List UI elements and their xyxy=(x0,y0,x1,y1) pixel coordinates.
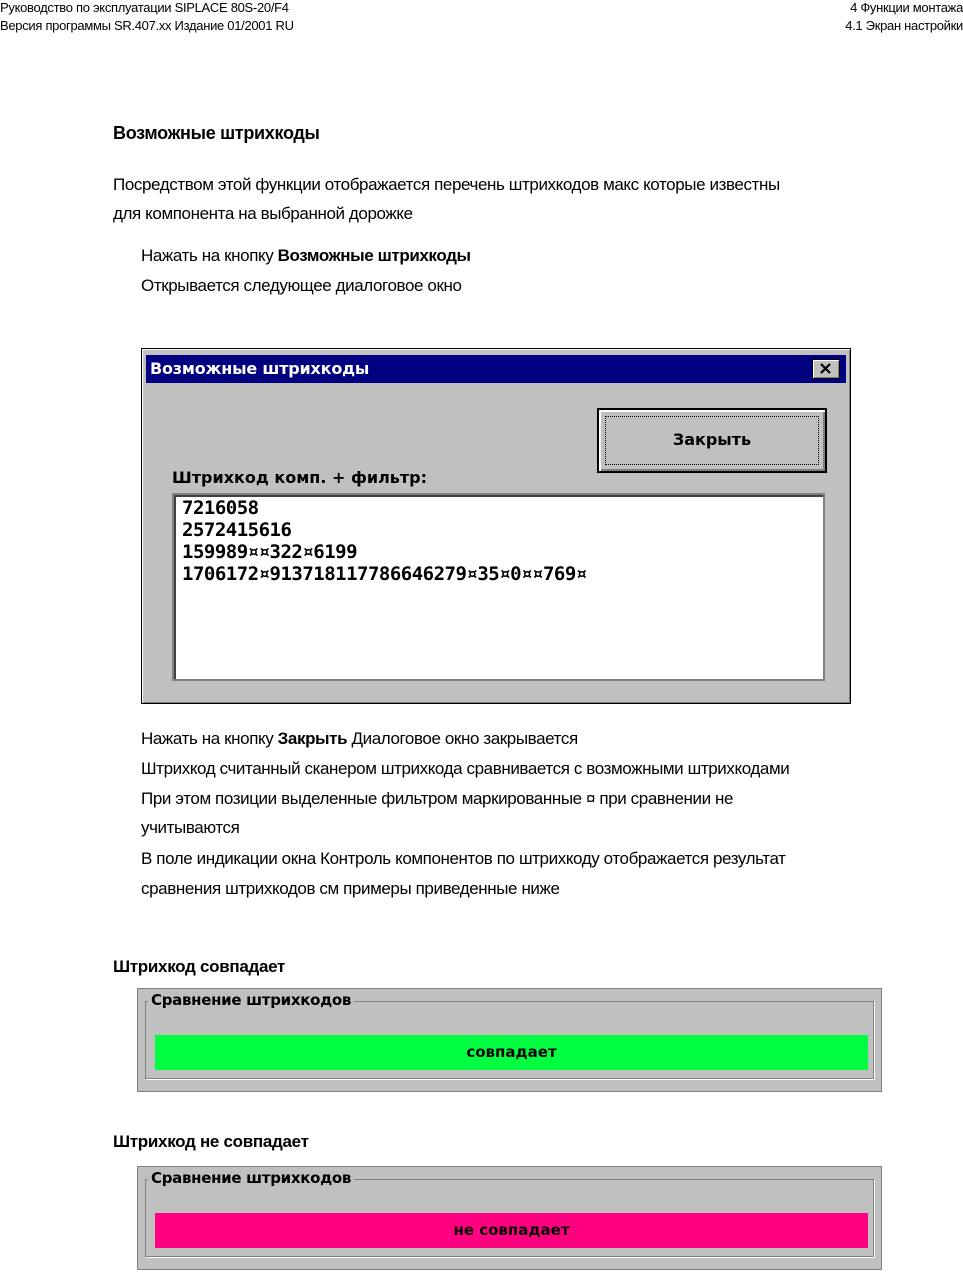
close-button-label: Закрыть xyxy=(672,430,752,449)
barcode-list-item[interactable]: 159989¤¤322¤6199 xyxy=(182,541,358,563)
step-press-button-name: Возможные штрихкоды xyxy=(277,246,471,265)
barcode-comparison-panel-mismatch xyxy=(137,1166,882,1270)
mismatch-result-label: не совпадает xyxy=(453,1221,570,1239)
step-dialog-opens: Открывается следующее диалоговое окно xyxy=(141,276,462,295)
after-line1-suffix: Диалоговое окно закрывается xyxy=(347,729,578,748)
mismatch-heading: Штрихкод не совпадает xyxy=(113,1132,309,1151)
step-press-button xyxy=(141,246,471,266)
after-dialog-line-5: В поле индикации окна Контроль компонентов по штрихкоду отображается результат xyxy=(141,849,786,868)
panel-title: Сравнение штрихкодов xyxy=(148,991,354,1009)
barcode-list-label: Штрихкод комп. + фильтр: xyxy=(172,468,428,487)
match-heading: Штрихкод совпадает xyxy=(113,957,286,976)
close-icon xyxy=(813,360,839,378)
step-press-prefix: Нажать на кнопку xyxy=(141,246,278,265)
possible-barcodes-dialog xyxy=(141,348,851,704)
barcode-comparison-panel-match xyxy=(137,988,882,1092)
after-dialog-line-2: Штрихкод считанный сканером штрихкода сравнивается с возможными штрихкодами xyxy=(141,759,790,778)
header-chapter: 4 Функции монтажа xyxy=(850,0,963,15)
match-result-bar xyxy=(155,1035,868,1070)
after-dialog-line-3: При этом позиции выделенные фильтром маркированные ¤ при сравнении не xyxy=(141,789,734,808)
barcode-list-item[interactable]: 1706172¤91371811778664​6279¤35¤0¤¤769¤ xyxy=(182,563,587,585)
mismatch-result-bar xyxy=(155,1213,868,1248)
match-result-label: совпадает xyxy=(466,1043,557,1061)
barcode-list-item[interactable]: 2572415616 xyxy=(182,519,292,541)
barcode-list[interactable] xyxy=(172,493,825,681)
intro-line-2: для компонента на выбранной дорожке xyxy=(113,204,413,223)
after-dialog-line-6: сравнения штрихкодов см примеры приведенные ниже xyxy=(141,879,560,898)
header-manual-title: Руководство по эксплуатации SIPLACE 80S-20/F4 xyxy=(0,0,289,15)
panel-title: Сравнение штрихкодов xyxy=(148,1169,354,1187)
after-line1-prefix: Нажать на кнопку xyxy=(141,729,278,748)
after-dialog-line-1 xyxy=(141,729,578,749)
dialog-close-x-button[interactable] xyxy=(812,359,840,379)
after-line1-button-name: Закрыть xyxy=(277,729,348,748)
section-title: Возможные штрихкоды xyxy=(113,123,320,143)
after-dialog-line-4: учитываются xyxy=(141,818,240,837)
header-version: Версия программы SR.407.xx Издание 01/2001 RU xyxy=(0,18,294,33)
dialog-titlebar[interactable] xyxy=(146,355,846,383)
barcode-list-item[interactable]: 7216058 xyxy=(182,497,259,519)
close-button[interactable] xyxy=(597,408,827,473)
header-section: 4.1 Экран настройки xyxy=(845,18,963,33)
dialog-title: Возможные штрихкоды xyxy=(150,359,370,378)
intro-line-1: Посредством этой функции отображается перечень штрихкодов макс которые известны xyxy=(113,175,780,194)
